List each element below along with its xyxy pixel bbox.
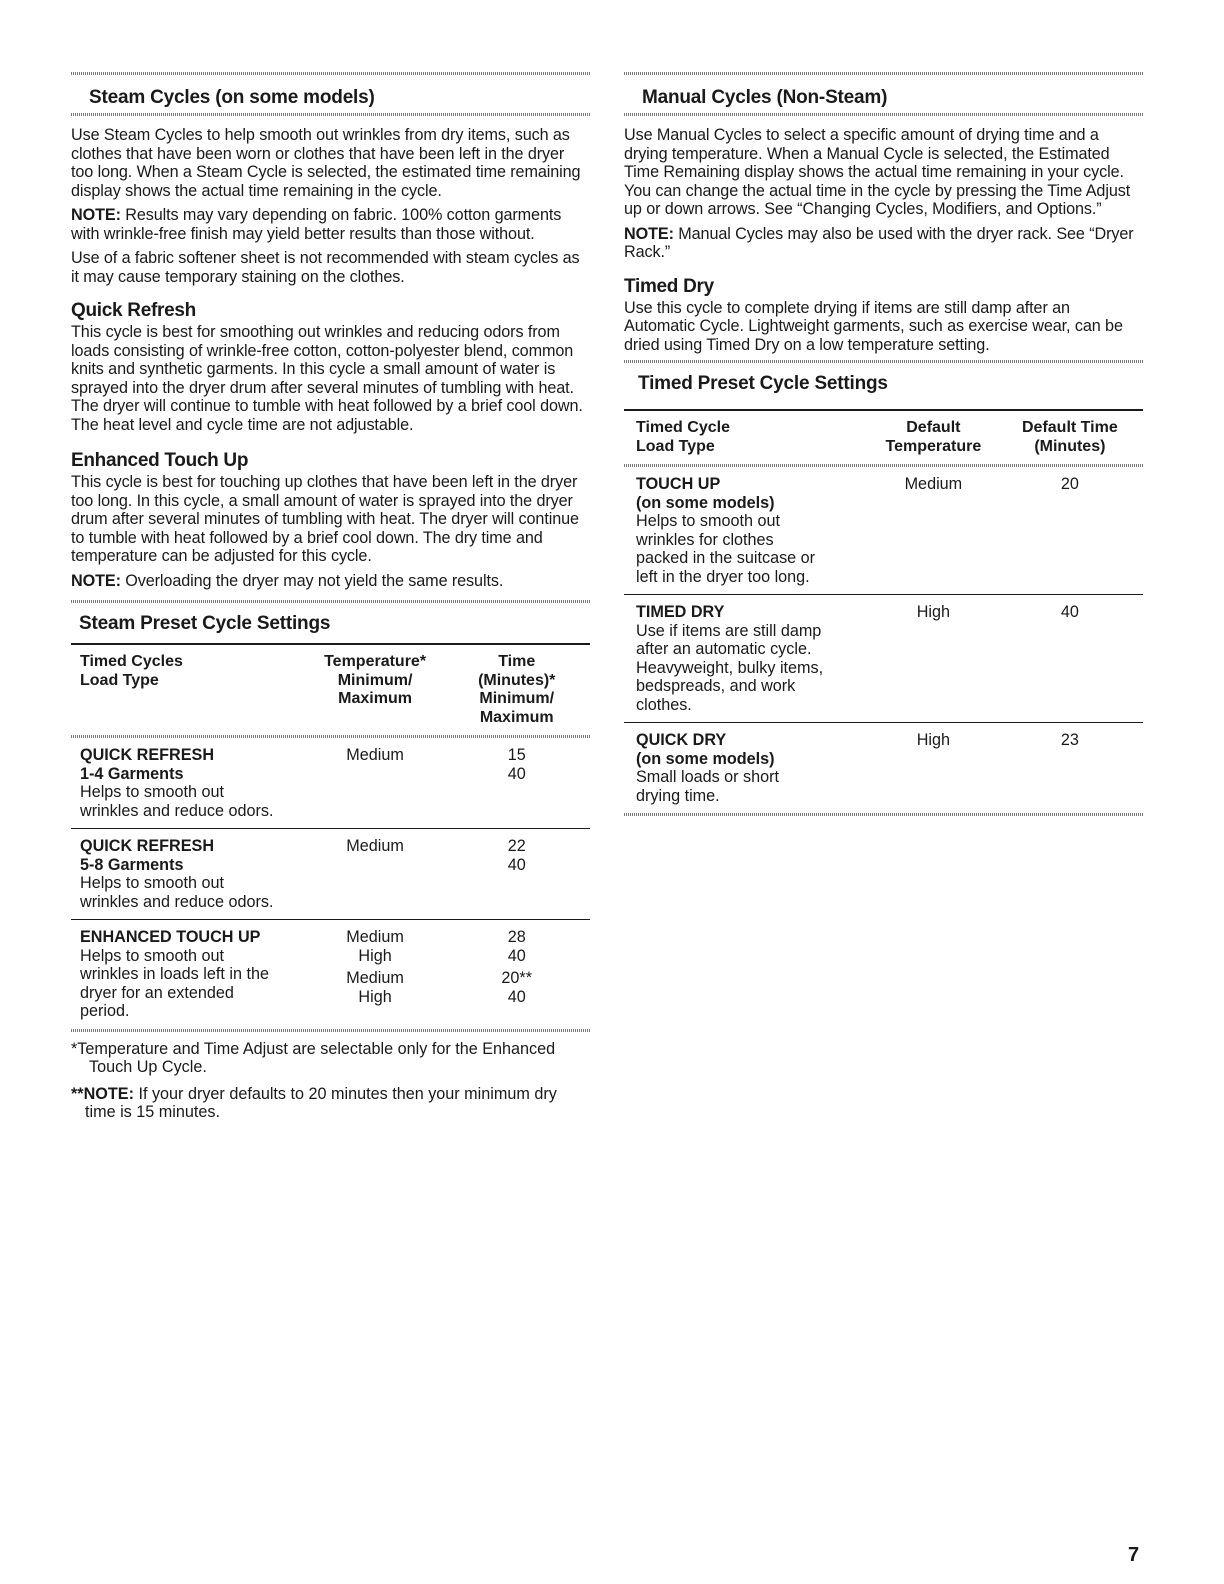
note-label: NOTE:	[71, 206, 121, 224]
cycle-time-alt: 20** 40	[501, 969, 533, 1006]
steam-note	[71, 206, 590, 243]
cycle-name: ENHANCED TOUCH UP	[80, 928, 261, 946]
cycle-sub: 5-8 Garments	[80, 855, 184, 874]
enhanced-touch-up-text: This cycle is best for touching up clothes that have been left in the dryer too long. In this cycle, a small amount of water is sprayed into the dryer drum after several minutes of tumbling with heat. The dryer will continue to tumble with heat followed by a brief cool down. The dry time and temperature can be adjusted for this cycle.	[71, 473, 579, 565]
dryer-rack-note	[624, 225, 1143, 262]
table-row	[71, 829, 590, 919]
left-column	[71, 72, 590, 1128]
cycle-name: TOUCH UP	[636, 475, 721, 493]
steam-table-header	[71, 645, 590, 735]
right-column	[624, 72, 1143, 816]
row-cycle-cell	[624, 603, 870, 714]
row-cycle-cell	[71, 837, 307, 911]
cycle-temp: Medium	[346, 746, 404, 764]
table-row	[71, 920, 590, 1029]
manual-cycles-text: Use Manual Cycles to select a specific amount of drying time and a drying temperature. When a Manual Cycle is selected, the Estimated Time Remaining display shows the actual time remaining in your cycle. You can change the actual time in the cycle by pressing the Time Adjust up or down arrows. See “Changing Cycles, Modifiers, and Options.”	[624, 126, 1131, 218]
cycle-desc: Helps to smooth out wrinkles and reduce odors.	[80, 874, 274, 911]
table-rule	[624, 813, 1143, 816]
note-text: Manual Cycles may also be used with the dryer rack. See “Dryer Rack.”	[624, 224, 1134, 261]
steam-table-title: Steam Preset Cycle Settings	[79, 613, 331, 634]
cycle-temp: Medium	[346, 837, 404, 855]
table-row	[624, 595, 1143, 722]
cycle-temp: Medium	[904, 475, 963, 493]
cycle-name: QUICK DRY	[636, 731, 727, 749]
timed-dry-heading: Timed Dry	[624, 275, 714, 297]
header-time: Default Time (Minutes)	[1022, 419, 1118, 455]
row-temp-cell	[307, 928, 444, 1021]
note-label: NOTE:	[71, 571, 121, 590]
cycle-sub: 1-4 Garments	[80, 764, 184, 783]
cycle-desc: Use if items are still damp after an automatic cycle. Heavyweight, bulky items, bedspreads, and work clothes.	[636, 621, 824, 714]
cycle-sub: (on some models)	[636, 493, 775, 512]
row-cycle-cell	[71, 746, 307, 820]
section-rule	[71, 113, 590, 116]
quick-refresh-heading: Quick Refresh	[71, 300, 196, 321]
page-number: 7	[1128, 1544, 1140, 1566]
header-time: Time (Minutes)* Minimum/ Maximum	[478, 653, 556, 726]
timed-table-title: Timed Preset Cycle Settings	[638, 373, 888, 394]
header-temperature: Temperature* Minimum/ Maximum	[324, 653, 427, 707]
row-cycle-cell	[71, 928, 307, 1021]
timed-dry-text: Use this cycle to complete drying if items are still damp after an Automatic Cycle. Lightweight garments, such as exercise wear, can be dried using Timed Dry on a low temperature setting.	[624, 298, 1123, 354]
table-rule	[71, 1029, 590, 1032]
enhanced-touch-up-heading: Enhanced Touch Up	[71, 450, 249, 471]
cycle-name: QUICK REFRESH	[80, 837, 215, 855]
cycle-desc: Helps to smooth out wrinkles and reduce odors.	[80, 783, 274, 820]
cycle-time: 40	[1060, 603, 1079, 621]
row-cycle-cell	[624, 731, 870, 805]
cycle-temp: High	[916, 731, 951, 749]
cycle-time: 23	[1060, 731, 1079, 749]
note-text: If your dryer defaults to 20 minutes then your minimum dry time is 15 minutes.	[85, 1084, 557, 1121]
softener-warning: Use of a fabric softener sheet is not recommended with steam cycles as it may cause temporary staining on the clothes.	[71, 249, 580, 286]
timed-table-header	[624, 411, 1143, 464]
cycle-desc: Small loads or short drying time.	[636, 768, 780, 805]
cycle-temp: High	[916, 603, 951, 621]
footnote-temperature: *Temperature and Time Adjust are selectable only for the Enhanced Touch Up Cycle.	[71, 1039, 556, 1076]
cycle-time: 15 40	[507, 746, 526, 783]
steam-cycles-heading: Steam Cycles (on some models)	[89, 87, 375, 108]
footnote-dry-time	[71, 1085, 590, 1122]
note-label: **NOTE:	[71, 1084, 134, 1103]
cycle-time: 28 40	[507, 928, 526, 965]
header-cycle: Timed Cycle Load Type	[636, 419, 730, 455]
table-row	[71, 738, 590, 828]
cycle-temp: Medium High	[346, 928, 404, 965]
table-row	[624, 467, 1143, 594]
manual-cycles-heading: Manual Cycles (Non-Steam)	[642, 87, 888, 108]
cycle-desc: Helps to smooth out wrinkles in loads left in the dryer for an extended period.	[80, 946, 269, 1020]
row-cycle-cell	[624, 475, 870, 586]
cycle-temp-alt: Medium High	[346, 969, 404, 1006]
quick-refresh-text: This cycle is best for smoothing out wrinkles and reducing odors from loads consisting of wrinkle-free cotton, cotton-polyester blend, common knits and synthetic garments. In this cycle a small amount of water is sprayed into the dryer drum after several minutes of tumbling with heat. The dryer will continue to tumble with heat followed by a brief cool down. The heat level and cycle time are not adjustable.	[71, 323, 583, 434]
cycle-sub: (on some models)	[636, 749, 775, 768]
cycle-name: QUICK REFRESH	[80, 746, 215, 764]
cycle-desc: Helps to smooth out wrinkles for clothes packed in the suitcase or left in the dryer too long.	[636, 512, 816, 586]
row-time-cell	[443, 928, 590, 1021]
section-rule	[624, 113, 1143, 116]
table-row	[624, 723, 1143, 813]
header-temperature: Default Temperature	[885, 419, 982, 455]
header-cycle: Timed Cycles Load Type	[80, 653, 183, 689]
cycle-time: 20	[1060, 475, 1079, 493]
cycle-time: 22 40	[507, 837, 526, 874]
steam-intro: Use Steam Cycles to help smooth out wrinkles from dry items, such as clothes that have been worn or clothes that have been left in the dryer too long. When a Steam Cycle is selected, the estimated time remaining display shows the actual time remaining in the cycle.	[71, 126, 581, 200]
overload-note	[71, 572, 590, 591]
note-label: NOTE:	[624, 224, 674, 243]
note-text: Overloading the dryer may not yield the same results.	[120, 571, 504, 590]
note-text: Results may vary depending on fabric. 100% cotton garments with wrinkle-free finish may yield better results than those without.	[71, 206, 562, 243]
cycle-name: TIMED DRY	[636, 603, 725, 621]
